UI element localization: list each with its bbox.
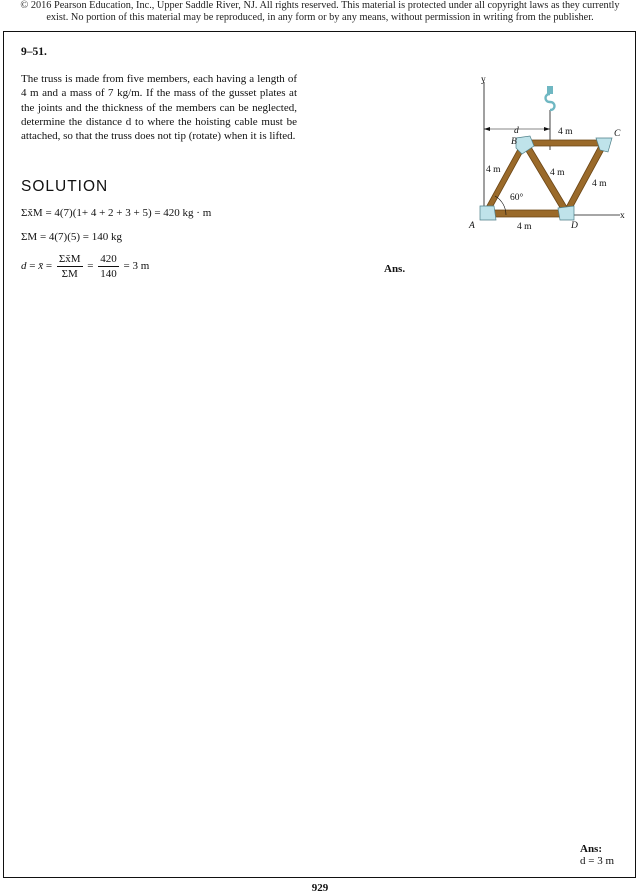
copyright-notice (0, 0, 640, 24)
eq3-equals-3: = (87, 260, 94, 273)
dimension-top-label: 4 m (558, 127, 573, 137)
joint-label-C: C (614, 129, 621, 139)
answer-box-label: Ans: (580, 843, 603, 855)
hook-icon (546, 94, 555, 110)
solution-heading: SOLUTION (21, 178, 109, 195)
joint-label-D: D (571, 221, 578, 231)
fraction-symbolic-denominator: ΣM (61, 268, 78, 280)
fraction-symbolic-numerator: Σx̃M (58, 253, 81, 265)
dimension-diagonal-label: 4 m (550, 168, 565, 178)
dimension-d-label: d (514, 126, 519, 136)
member-BD (523, 142, 570, 216)
eq3-equals-2: = (45, 260, 53, 273)
truss-figure (462, 72, 634, 242)
dimension-left-label: 4 m (486, 165, 501, 175)
eq2-lhs: ΣM (21, 231, 38, 243)
dimension-right-label: 4 m (592, 179, 607, 189)
equation-moment-sum (21, 207, 211, 219)
answer-marker: Ans. (384, 263, 406, 275)
angle-label: 60° (510, 193, 524, 203)
gusset-plate-A (480, 206, 496, 220)
fraction-numeric-numerator: 420 (100, 253, 117, 265)
eq3-xbar: x̄ (38, 260, 44, 273)
y-axis-label: y (481, 75, 486, 85)
dimension-bottom-label: 4 m (517, 222, 532, 232)
eq1-lhs: Σx̃M (21, 207, 43, 219)
dimension-d-arrow-right (544, 127, 550, 131)
equation-mass-sum (21, 231, 122, 243)
problem-number: 9–51. (21, 46, 47, 58)
copyright-line-2: exist. No portion of this material may be reproduced, in any form or by any means, without permission in writing from the publisher. (46, 12, 594, 23)
answer-box-value: d = 3 m (580, 855, 615, 867)
eq3-equals-1: = (29, 260, 36, 273)
copyright-line-1: © 2016 Pearson Education, Inc., Upper Saddle River, NJ. All rights reserved. This material is protected under all copyright laws as they currently (20, 0, 620, 11)
member-CD (564, 142, 606, 214)
joint-label-A: A (469, 221, 475, 231)
eq1-rhs: = 4(7)(1+ 4 + 2 + 3 + 5) = 420 kg · m (45, 207, 212, 219)
x-axis-label: x (620, 211, 625, 221)
fraction-symbolic (57, 253, 83, 280)
member-BC (524, 140, 604, 146)
eq2-rhs: = 4(7)(5) = 140 kg (39, 231, 122, 243)
fraction-numeric (98, 253, 119, 280)
page-number: 929 (311, 882, 329, 894)
problem-statement: The truss is made from five members, each having a length of 4 m and a mass of 7 kg/m. If the mass of the gusset plates at the joints and the thickness of the members can be neglected, determine the distance d to where the hoisting cable must be attached, so that the truss does not tip (rotate) when it is lifted. (21, 73, 297, 143)
equation-distance (21, 253, 149, 280)
eq3-result: = 3 m (123, 260, 150, 273)
gusset-plate-D (558, 206, 574, 220)
fraction-numeric-denominator: 140 (100, 268, 117, 280)
eq3-d: d (21, 260, 27, 273)
joint-label-B: B (511, 137, 517, 147)
hook-shackle-icon (547, 86, 553, 94)
dimension-d-arrow-left (484, 127, 490, 131)
member-AD (486, 210, 567, 217)
